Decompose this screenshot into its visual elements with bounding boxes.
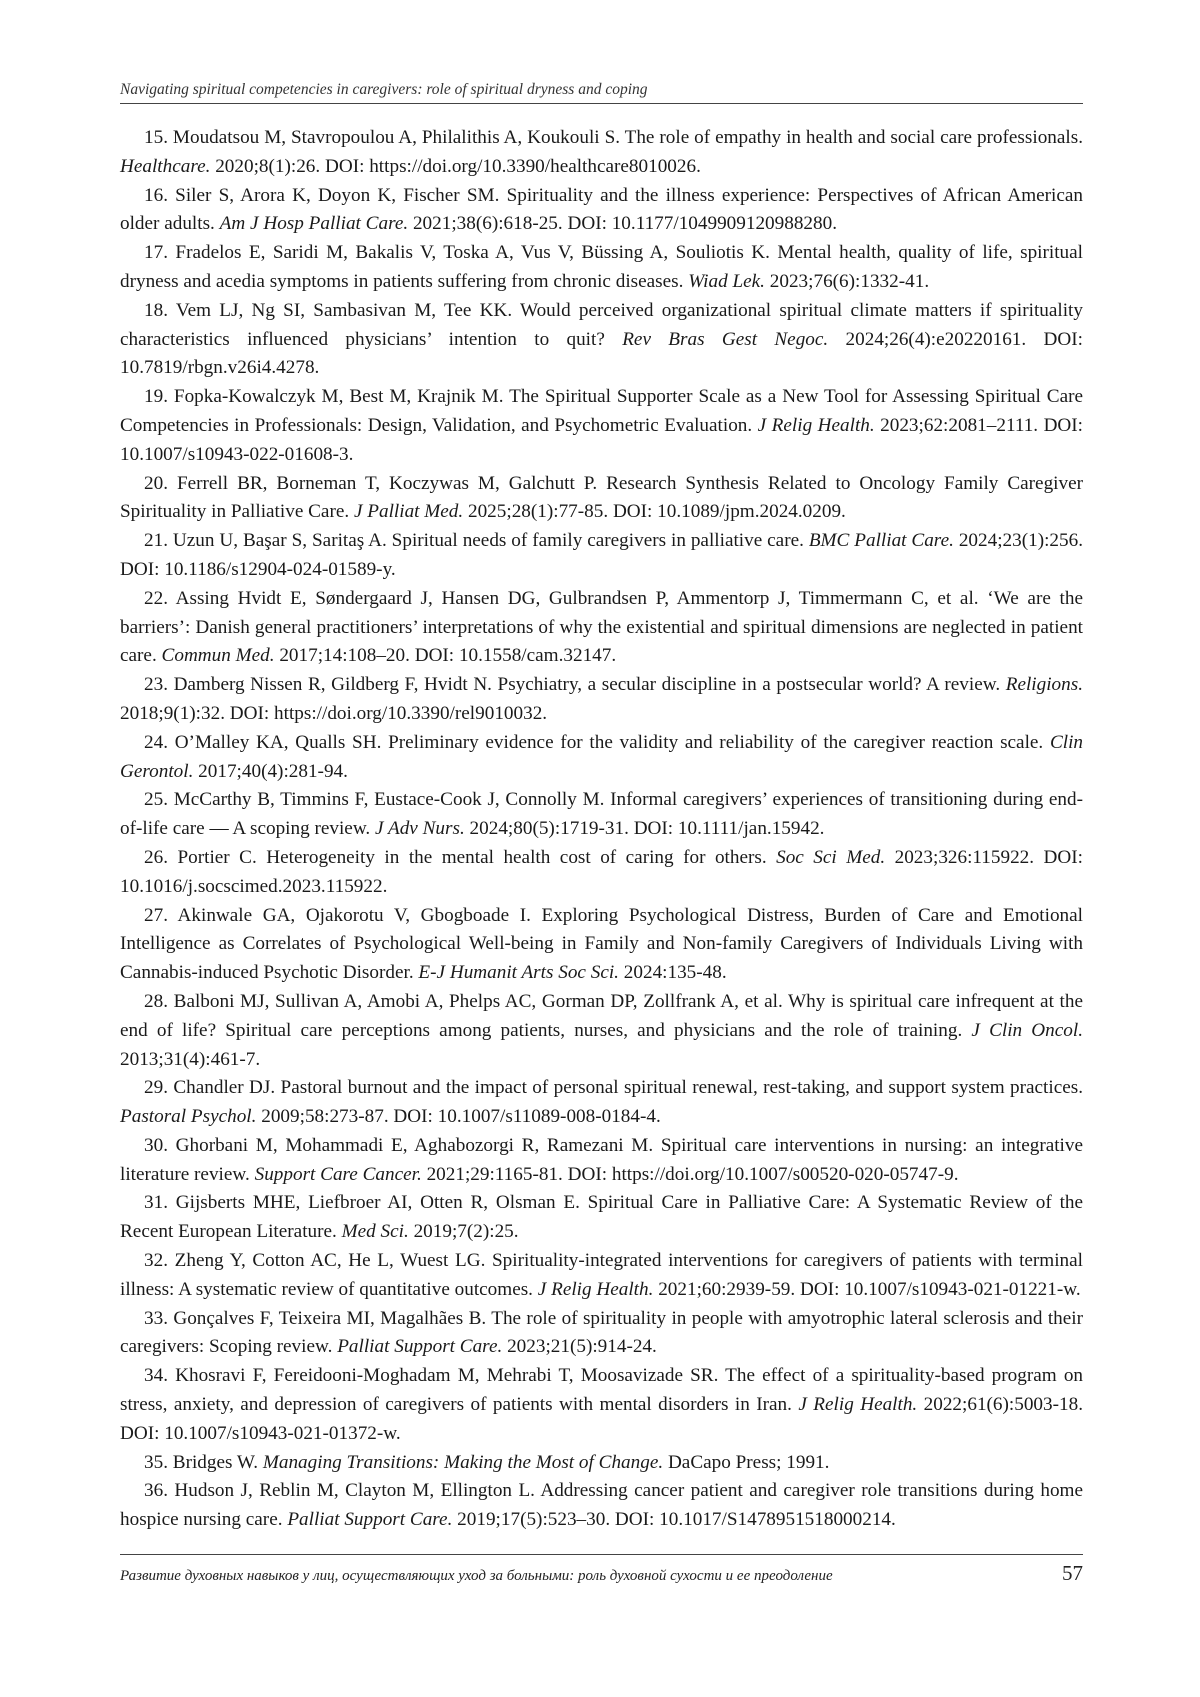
reference-journal: Religions. bbox=[1005, 674, 1084, 696]
reference-details: 2024;26(4):e20220161. DOI: 10.7819/rbgn.v26i4.4278. bbox=[120, 328, 1083, 379]
reference-item bbox=[120, 729, 1083, 787]
reference-number: 23. bbox=[144, 674, 168, 696]
reference-item bbox=[120, 844, 1083, 902]
reference-details: 2023;326:115922. DOI: 10.1016/j.socscimed.2023.115922. bbox=[120, 846, 1083, 897]
reference-details: 2021;38(6):618-25. DOI: 10.1177/1049909120988280. bbox=[408, 213, 837, 235]
reference-journal: J Relig Health. bbox=[537, 1278, 654, 1300]
reference-authors-title: O’Malley KA, Qualls SH. Preliminary evidence for the validity and reliability of the caregiver reaction scale. bbox=[174, 731, 1050, 753]
reference-item bbox=[120, 1477, 1083, 1535]
reference-item bbox=[120, 1132, 1083, 1190]
reference-number: 18. bbox=[144, 299, 168, 321]
reference-item bbox=[120, 239, 1083, 297]
reference-details: 2009;58:273-87. DOI: 10.1007/s11089-008-0184-4. bbox=[256, 1106, 661, 1128]
reference-authors-title: Moudatsou M, Stavropoulou A, Philalithis A, Koukouli S. The role of empathy in health and social care professionals. bbox=[172, 127, 1084, 148]
reference-journal: J Palliat Med. bbox=[353, 501, 464, 523]
reference-item bbox=[120, 1189, 1083, 1247]
reference-details: 2025;28(1):77-85. DOI: 10.1089/jpm.2024.0209. bbox=[463, 501, 846, 523]
reference-details: 2019;7(2):25. bbox=[408, 1221, 519, 1243]
reference-number: 33. bbox=[144, 1307, 168, 1329]
reference-authors-title: Portier C. Heterogeneity in the mental health cost of caring for others. bbox=[177, 846, 777, 868]
reference-details: 2017;40(4):281-94. bbox=[193, 760, 348, 782]
reference-details: 2024;80(5):1719-31. DOI: 10.1111/jan.15942. bbox=[464, 818, 825, 840]
reference-item bbox=[120, 182, 1083, 240]
reference-details: 2022;61(6):5003-18. DOI: 10.1007/s10943-021-01372-w. bbox=[120, 1394, 1083, 1444]
reference-authors-title: Hudson J, Reblin M, Clayton M, Ellington L. Addressing cancer patient and caregiver role transitions during home hospice nursing care. bbox=[120, 1480, 1083, 1531]
reference-number: 28. bbox=[144, 990, 168, 1012]
reference-item bbox=[120, 671, 1083, 729]
reference-journal: BMC Palliat Care. bbox=[808, 530, 954, 552]
reference-number: 30. bbox=[144, 1134, 168, 1156]
reference-number: 35. bbox=[144, 1451, 168, 1473]
reference-details: 2024;23(1):256. DOI: 10.1186/s12904-024-01589-y. bbox=[120, 530, 1083, 580]
reference-item bbox=[120, 527, 1083, 585]
reference-authors-title: Fradelos E, Saridi M, Bakalis V, Toska A, Vus V, Büssing A, Souliotis K. Mental health, quality of life, spiritual dryness and acedia symptoms in patients suffering from chronic diseases. bbox=[120, 242, 1083, 292]
reference-authors-title: Zheng Y, Cotton AC, He L, Wuest LG. Spirituality-integrated interventions for caregivers of patients with terminal illness: A systematic review of quantitative outcomes. bbox=[120, 1250, 1083, 1300]
reference-item bbox=[120, 1449, 1083, 1478]
reference-journal: Healthcare. bbox=[120, 155, 211, 177]
reference-item bbox=[120, 383, 1083, 469]
reference-item bbox=[120, 297, 1083, 383]
reference-number: 27. bbox=[144, 904, 168, 926]
reference-journal: Commun Med. bbox=[161, 645, 275, 667]
reference-item bbox=[120, 1074, 1083, 1132]
reference-journal: J Adv Nurs. bbox=[375, 818, 465, 840]
reference-authors-title: Vem LJ, Ng SI, Sambasivan M, Tee KK. Would perceived organizational spiritual climate matters if spirituality characteristics influenced physicians’ intention to quit? bbox=[120, 299, 1083, 350]
reference-authors-title: Gijsberts MHE, Liefbroer AI, Otten R, Olsman E. Spiritual Care in Palliative Care: A Systematic Review of the Recent European Literature. bbox=[120, 1192, 1084, 1243]
reference-authors-title: Akinwale GA, Ojakorotu V, Gbogboade I. Exploring Psychological Distress, Burden of Care and Emotional Intelligence as Correlates of Psychological Well-being in Family and Non-family Caregivers of Individuals Living with Cannabis-induced Psychotic Disorder. bbox=[120, 904, 1083, 984]
reference-details: DaCapo Press; 1991. bbox=[663, 1451, 830, 1473]
reference-item bbox=[120, 1305, 1083, 1363]
reference-item bbox=[120, 124, 1083, 182]
reference-authors-title: Ferrell BR, Borneman T, Koczywas M, Galchutt P. Research Synthesis Related to Oncology Family Caregiver Spirituality in Palliative Care. bbox=[120, 472, 1083, 523]
reference-details: 2021;60:2939-59. DOI: 10.1007/s10943-021-01221-w. bbox=[653, 1278, 1081, 1300]
running-header: Navigating spiritual competencies in caregivers: role of spiritual dryness and coping bbox=[120, 81, 648, 98]
reference-item bbox=[120, 470, 1083, 528]
reference-journal: Palliat Support Care. bbox=[287, 1509, 453, 1531]
reference-number: 26. bbox=[144, 846, 168, 868]
reference-journal: E-J Humanit Arts Soc Sci. bbox=[418, 962, 619, 984]
reference-number: 31. bbox=[144, 1192, 168, 1214]
reference-number: 17. bbox=[144, 242, 168, 264]
reference-number: 29. bbox=[144, 1077, 168, 1099]
reference-number: 16. bbox=[144, 184, 168, 206]
reference-journal: Managing Transitions: Making the Most of Change. bbox=[262, 1451, 664, 1473]
reference-authors-title: Chandler DJ. Pastoral burnout and the impact of personal spiritual renewal, rest-taking, and support system practices. bbox=[173, 1077, 1084, 1099]
reference-journal: Support Care Cancer. bbox=[254, 1163, 422, 1185]
reference-details: 2024:135-48. bbox=[618, 962, 727, 984]
reference-authors-title: Damberg Nissen R, Gildberg F, Hvidt N. Psychiatry, a secular discipline in a postsecular world? A review. bbox=[173, 674, 1006, 696]
reference-details: 2019;17(5):523–30. DOI: 10.1017/S1478951518000214. bbox=[452, 1509, 896, 1531]
reference-number: 32. bbox=[144, 1250, 168, 1272]
header-divider bbox=[120, 103, 1083, 104]
reference-journal: Med Sci. bbox=[341, 1221, 409, 1243]
reference-number: 25. bbox=[144, 789, 168, 811]
reference-details: 2023;76(6):1332-41. bbox=[764, 270, 930, 292]
reference-journal: Pastoral Psychol. bbox=[120, 1106, 257, 1128]
reference-details: 2021;29:1165-81. DOI: https://doi.org/10.1007/s00520-020-05747-9. bbox=[421, 1163, 959, 1185]
reference-authors-title: Khosravi F, Fereidooni-Moghadam M, Mehrabi T, Moosavizade SR. The effect of a spirituality-based program on stress, anxiety, and depression of caregivers of patients with mental disorders in Iran. bbox=[120, 1365, 1084, 1416]
reference-item bbox=[120, 786, 1083, 844]
reference-details: 2023;21(5):914-24. bbox=[502, 1336, 657, 1358]
reference-journal: Clin Gerontol. bbox=[120, 731, 1083, 782]
reference-authors-title: Gonçalves F, Teixeira MI, Magalhães B. The role of spirituality in people with amyotrophic lateral sclerosis and their caregivers: Scoping review. bbox=[120, 1307, 1083, 1358]
reference-details: 2013;31(4):461-7. bbox=[120, 1048, 261, 1070]
reference-details: 2020;8(1):26. DOI: https://doi.org/10.3390/healthcare8010026. bbox=[210, 155, 701, 177]
reference-number: 36. bbox=[144, 1480, 168, 1502]
reference-list bbox=[120, 124, 1083, 1535]
page-number: 57 bbox=[1062, 1561, 1083, 1585]
reference-details: 2017;14:108–20. DOI: 10.1558/cam.32147. bbox=[274, 645, 617, 667]
reference-authors-title: Siler S, Arora K, Doyon K, Fischer SM. Spirituality and the illness experience: Perspectives of African American older adults. bbox=[120, 184, 1083, 235]
reference-journal: Soc Sci Med. bbox=[776, 846, 886, 868]
reference-journal: Palliat Support Care. bbox=[337, 1336, 503, 1358]
running-footer: Развитие духовных навыков у лиц, осуществляющих уход за больными: роль духовной сухости и ее преодоление bbox=[120, 1568, 833, 1584]
reference-authors-title: Ghorbani M, Mohammadi E, Aghabozorgi R, Ramezani M. Spiritual care interventions in nursing: an integrative literature review. bbox=[120, 1134, 1083, 1185]
reference-number: 22. bbox=[144, 587, 168, 609]
reference-details: 2018;9(1):32. DOI: https://doi.org/10.3390/rel9010032. bbox=[120, 702, 548, 724]
reference-item bbox=[120, 988, 1083, 1074]
reference-number: 20. bbox=[144, 472, 168, 494]
reference-authors-title: Balboni MJ, Sullivan A, Amobi A, Phelps AC, Gorman DP, Zollfrank A, et al. Why is spiritual care infrequent at the end of life? Spiritual care perceptions among patients, nurses, and physicians and the role of training. bbox=[120, 990, 1083, 1041]
reference-item bbox=[120, 585, 1083, 671]
reference-item bbox=[120, 1362, 1083, 1448]
reference-authors-title: Bridges W. bbox=[172, 1451, 263, 1473]
footer-divider bbox=[120, 1554, 1083, 1555]
reference-number: 24. bbox=[144, 731, 168, 753]
reference-item bbox=[120, 902, 1083, 988]
reference-details: 2023;62:2081–2111. DOI: 10.1007/s10943-022-01608-3. bbox=[120, 414, 1084, 465]
reference-journal: J Relig Health. bbox=[757, 414, 875, 436]
reference-authors-title: Uzun U, Başar S, Saritaş A. Spiritual needs of family caregivers in palliative care. bbox=[172, 530, 809, 552]
reference-authors-title: Fopka-Kowalczyk M, Best M, Krajnik M. The Spiritual Supporter Scale as a New Tool for Assessing Spiritual Care Competencies in Professionals: Design, Validation, and Psychometric Evaluation. bbox=[120, 386, 1083, 436]
reference-item bbox=[120, 1247, 1083, 1305]
reference-journal: Rev Bras Gest Negoc. bbox=[622, 328, 829, 350]
reference-number: 19. bbox=[144, 386, 168, 408]
reference-authors-title: Assing Hvidt E, Søndergaard J, Hansen DG, Gulbrandsen P, Ammentorp J, Timmermann C, et al. ‘We are the barriers’: Danish general practitioners’ interpretations of why the existential and spiritual dimensions are neglected in patient care. bbox=[120, 587, 1083, 667]
reference-journal: Am J Hosp Palliat Care. bbox=[219, 213, 409, 235]
reference-number: 15. bbox=[144, 127, 168, 148]
reference-journal: J Relig Health. bbox=[798, 1394, 918, 1416]
reference-authors-title: McCarthy B, Timmins F, Eustace-Cook J, Connolly M. Informal caregivers’ experiences of transitioning during end-of-life care — A scoping review. bbox=[120, 789, 1084, 840]
reference-number: 34. bbox=[144, 1365, 168, 1387]
reference-journal: Wiad Lek. bbox=[688, 270, 765, 292]
reference-number: 21. bbox=[144, 530, 168, 552]
reference-journal: J Clin Oncol. bbox=[971, 1019, 1083, 1041]
